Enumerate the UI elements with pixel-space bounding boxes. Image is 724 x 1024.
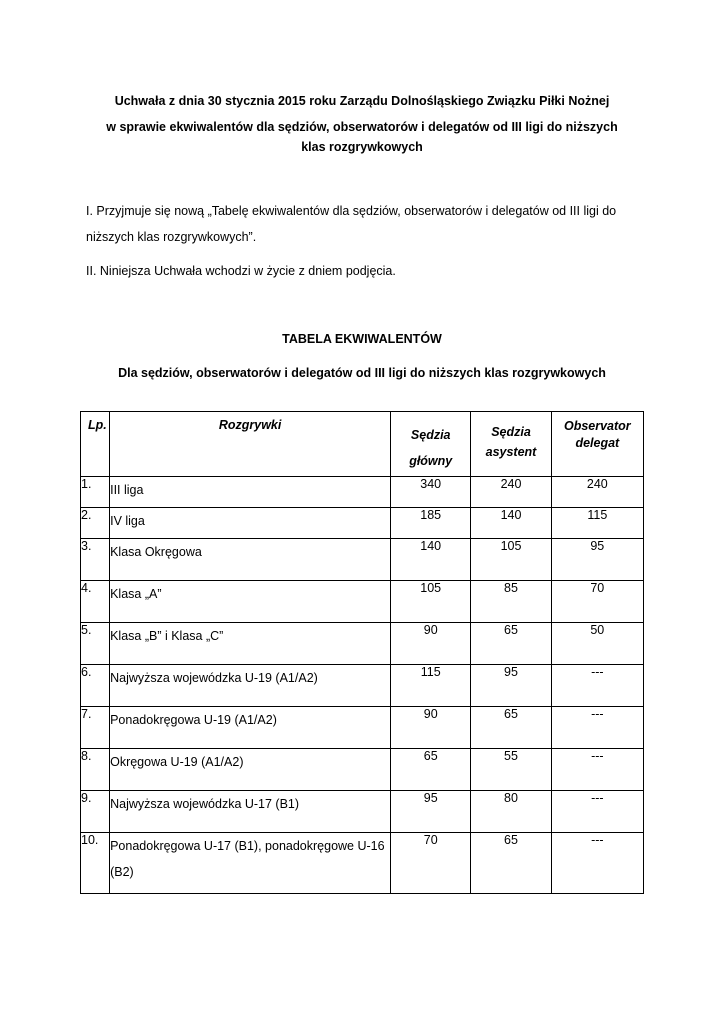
header-obserwator-line1: Observator xyxy=(563,419,631,433)
row-lp: 7. xyxy=(81,707,110,749)
row-glowny: 185 xyxy=(391,508,471,539)
row-lp: 2. xyxy=(81,508,110,539)
row-lp: 5. xyxy=(81,623,110,665)
header-lp: Lp. xyxy=(81,412,110,477)
row-name: Klasa Okręgowa xyxy=(110,539,391,581)
resolution-title-line-2: w sprawie ekwiwalentów dla sędziów, obserwatorów i delegatów od III ligi do niższych xyxy=(106,120,618,134)
row-name: Klasa „A” xyxy=(110,581,391,623)
table-row xyxy=(81,707,644,749)
table-row xyxy=(81,749,644,791)
table-header-row xyxy=(81,412,644,477)
row-glowny: 140 xyxy=(391,539,471,581)
row-glowny: 90 xyxy=(391,707,471,749)
row-obserwator: --- xyxy=(551,791,643,833)
row-name: Klasa „B” i Klasa „C” xyxy=(110,623,391,665)
row-asystent: 85 xyxy=(471,581,551,623)
row-asystent: 80 xyxy=(471,791,551,833)
row-glowny: 115 xyxy=(391,665,471,707)
row-obserwator: --- xyxy=(551,665,643,707)
row-obserwator: 240 xyxy=(551,477,643,508)
row-lp: 6. xyxy=(81,665,110,707)
row-glowny: 70 xyxy=(391,833,471,894)
header-sedzia-glowny-line1: Sędzia xyxy=(410,428,451,442)
header-sedzia-asystent-line1: Sędzia xyxy=(491,425,531,439)
table-row xyxy=(81,833,644,894)
row-obserwator: 95 xyxy=(551,539,643,581)
table-subtitle: Dla sędziów, obserwatorów i delegatów od III ligi do niższych klas rozgrywkowych xyxy=(118,366,606,380)
row-name: Ponadokręgowa U-17 (B1), ponadokręgowe U-16 (B2) xyxy=(110,833,391,894)
row-name: Najwyższa wojewódzka U-17 (B1) xyxy=(110,791,391,833)
row-name: IV liga xyxy=(110,508,391,539)
table-row xyxy=(81,508,644,539)
row-asystent: 65 xyxy=(471,833,551,894)
row-obserwator: --- xyxy=(551,749,643,791)
table-row xyxy=(81,539,644,581)
row-lp: 8. xyxy=(81,749,110,791)
resolution-point-1: I. Przyjmuje się nową „Tabelę ekwiwalentów dla sędziów, obserwatorów i delegatów od III ligi do niższych klas rozgrywkowych”. xyxy=(86,204,617,244)
row-glowny: 95 xyxy=(391,791,471,833)
table-row xyxy=(81,477,644,508)
resolution-title-line-1: Uchwała z dnia 30 stycznia 2015 roku Zarządu Dolnośląskiego Związku Piłki Nożnej xyxy=(114,94,610,108)
header-obserwator-line2: delegat xyxy=(575,436,620,450)
table-row xyxy=(81,581,644,623)
row-lp: 3. xyxy=(81,539,110,581)
row-glowny: 65 xyxy=(391,749,471,791)
resolution-point-2: II. Niniejsza Uchwała wchodzi w życie z dniem podjęcia. xyxy=(86,264,396,278)
row-name: Ponadokręgowa U-19 (A1/A2) xyxy=(110,707,391,749)
resolution-title-line-3: klas rozgrywkowych xyxy=(301,140,423,154)
row-glowny: 105 xyxy=(391,581,471,623)
row-obserwator: --- xyxy=(551,707,643,749)
row-obserwator: 50 xyxy=(551,623,643,665)
row-asystent: 65 xyxy=(471,623,551,665)
row-asystent: 55 xyxy=(471,749,551,791)
header-sedzia-asystent xyxy=(471,412,551,477)
row-asystent: 240 xyxy=(471,477,551,508)
equivalents-table xyxy=(80,411,644,894)
table-title: TABELA EKWIWALENTÓW xyxy=(282,332,442,346)
header-rozgrywki: Rozgrywki xyxy=(110,412,391,477)
row-name: III liga xyxy=(110,477,391,508)
row-name: Okręgowa U-19 (A1/A2) xyxy=(110,749,391,791)
header-sedzia-glowny-line2: główny xyxy=(409,454,453,468)
row-asystent: 105 xyxy=(471,539,551,581)
row-glowny: 340 xyxy=(391,477,471,508)
row-asystent: 65 xyxy=(471,707,551,749)
row-glowny: 90 xyxy=(391,623,471,665)
table-row xyxy=(81,665,644,707)
row-lp: 10. xyxy=(81,833,110,894)
header-sedzia-asystent-line2: asystent xyxy=(485,445,537,459)
table-row xyxy=(81,623,644,665)
header-sedzia-glowny xyxy=(391,412,471,477)
row-lp: 4. xyxy=(81,581,110,623)
row-lp: 1. xyxy=(81,477,110,508)
row-name: Najwyższa wojewódzka U-19 (A1/A2) xyxy=(110,665,391,707)
row-obserwator: 70 xyxy=(551,581,643,623)
row-obserwator: 115 xyxy=(551,508,643,539)
row-lp: 9. xyxy=(81,791,110,833)
row-obserwator: --- xyxy=(551,833,643,894)
header-obserwator xyxy=(551,412,643,477)
table-row xyxy=(81,791,644,833)
row-asystent: 95 xyxy=(471,665,551,707)
row-asystent: 140 xyxy=(471,508,551,539)
